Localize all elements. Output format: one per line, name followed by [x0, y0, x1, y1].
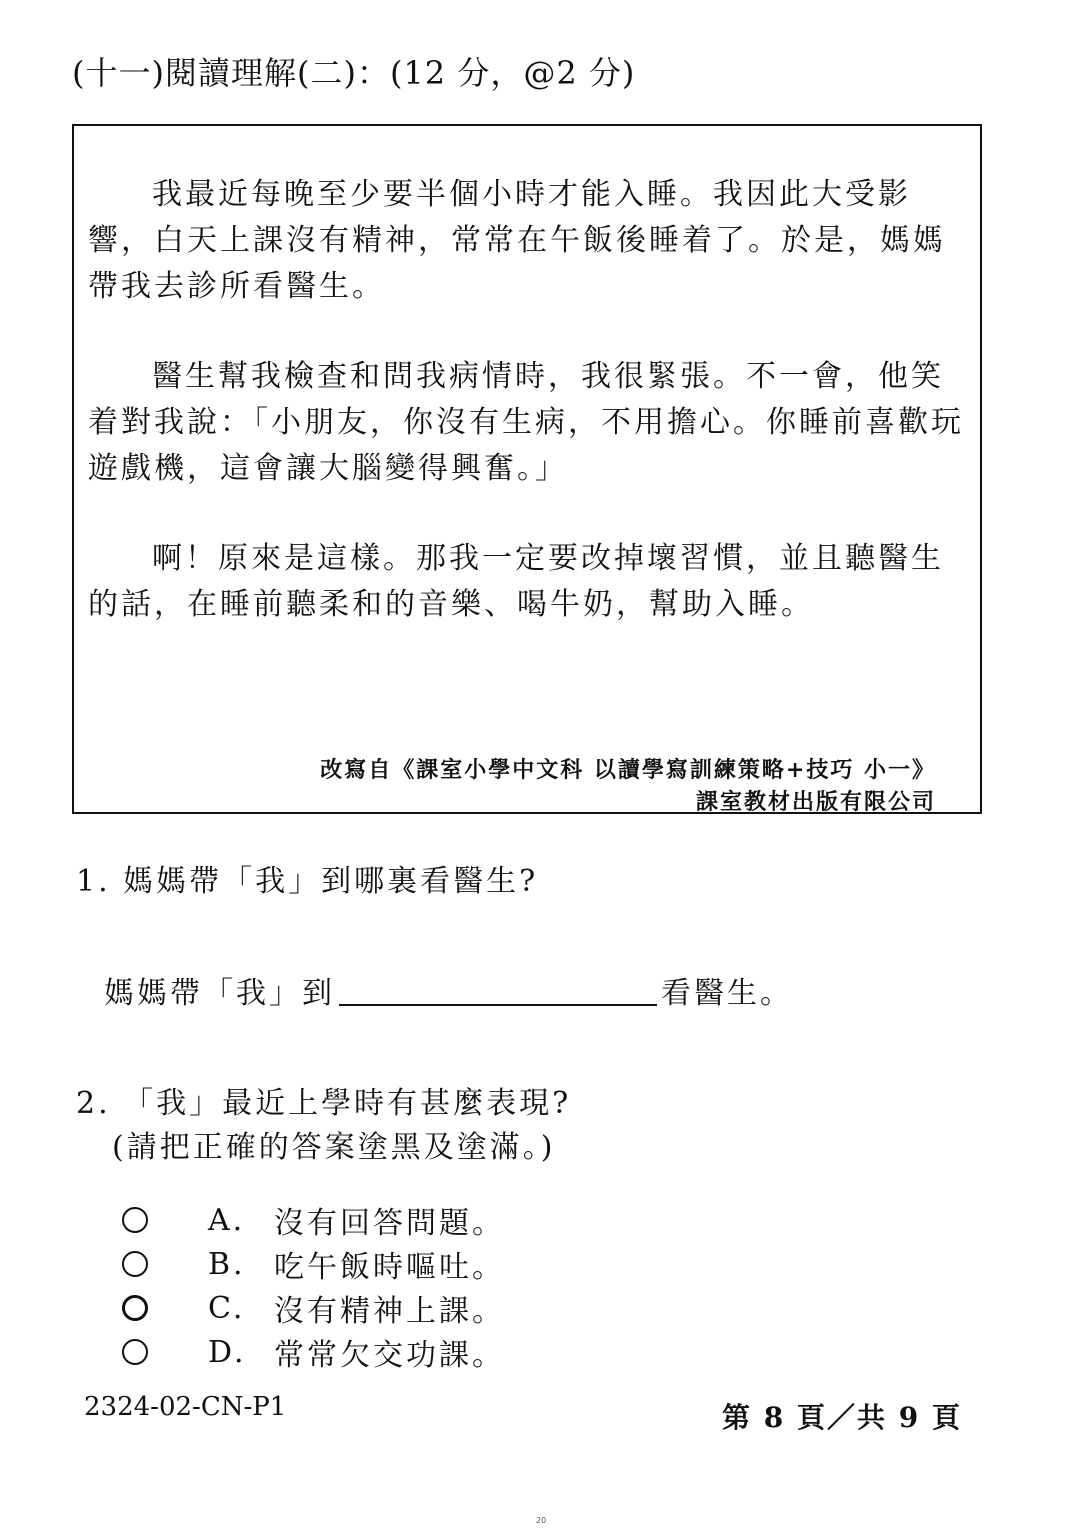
option-text: 沒有精神上課。	[274, 1294, 505, 1329]
option-d[interactable]	[122, 1330, 505, 1374]
question-2-instruction: (請把正確的答案塗黑及塗滿。)	[112, 1130, 556, 1165]
answer-prefix: 媽媽帶「我」到	[104, 976, 335, 1011]
answer-bubble-c[interactable]	[122, 1295, 148, 1321]
option-letter: A.	[208, 1202, 246, 1238]
answer-bubble-d[interactable]	[122, 1339, 148, 1365]
option-text: 沒有回答問題。	[274, 1206, 505, 1241]
option-text: 吃午飯時嘔吐。	[274, 1250, 505, 1285]
passage-box	[72, 124, 982, 814]
scan-number: 20	[536, 1516, 547, 1525]
answer-blank[interactable]	[339, 968, 657, 1006]
section-title: (十一)閱讀理解(二)：(12 分，@2 分)	[72, 54, 636, 92]
passage-paragraph-1: 我最近每晚至少要半個小時才能入睡。我因此大受影響，白天上課沒有精神，常常在午飯後睡着了。於是，媽媽帶我去診所看醫生。	[88, 177, 946, 304]
option-c[interactable]	[122, 1286, 505, 1330]
passage-source	[320, 754, 936, 818]
answer-bubble-a[interactable]	[122, 1207, 148, 1233]
passage-paragraph-3: 啊！原來是這樣。那我一定要改掉壞習慣，並且聽醫生的話，在睡前聽柔和的音樂、喝牛奶，幫助入睡。	[88, 541, 944, 622]
answer-suffix: 看醫生。	[661, 976, 793, 1011]
question-1-answer-line	[104, 968, 793, 1012]
passage-paragraph-2: 醫生幫我檢查和問我病情時，我很緊張。不一會，他笑着對我說：「小朋友，你沒有生病，不用擔心。你睡前喜歡玩遊戲機，這會讓大腦變得興奮。」	[88, 359, 964, 486]
option-letter: C.	[208, 1290, 246, 1326]
paper-code: 2324-02-CN-P1	[84, 1392, 287, 1422]
source-line-1: 改寫自《課室小學中文科 以讀學寫訓練策略+技巧 小一》	[320, 757, 936, 783]
option-a[interactable]	[122, 1198, 505, 1242]
option-b[interactable]	[122, 1242, 505, 1286]
option-text: 常常欠交功課。	[274, 1338, 505, 1373]
option-letter: D.	[208, 1334, 247, 1370]
question-1: 1. 媽媽帶「我」到哪裏看醫生?	[76, 864, 539, 899]
answer-bubble-b[interactable]	[122, 1251, 148, 1277]
question-2: 2. 「我」最近上學時有甚麼表現?	[76, 1086, 572, 1121]
source-line-2: 課室教材出版有限公司	[695, 789, 936, 815]
page-number: 第 8 頁／共 9 頁	[722, 1401, 962, 1434]
option-letter: B.	[208, 1246, 246, 1282]
question-2-options	[122, 1198, 505, 1374]
